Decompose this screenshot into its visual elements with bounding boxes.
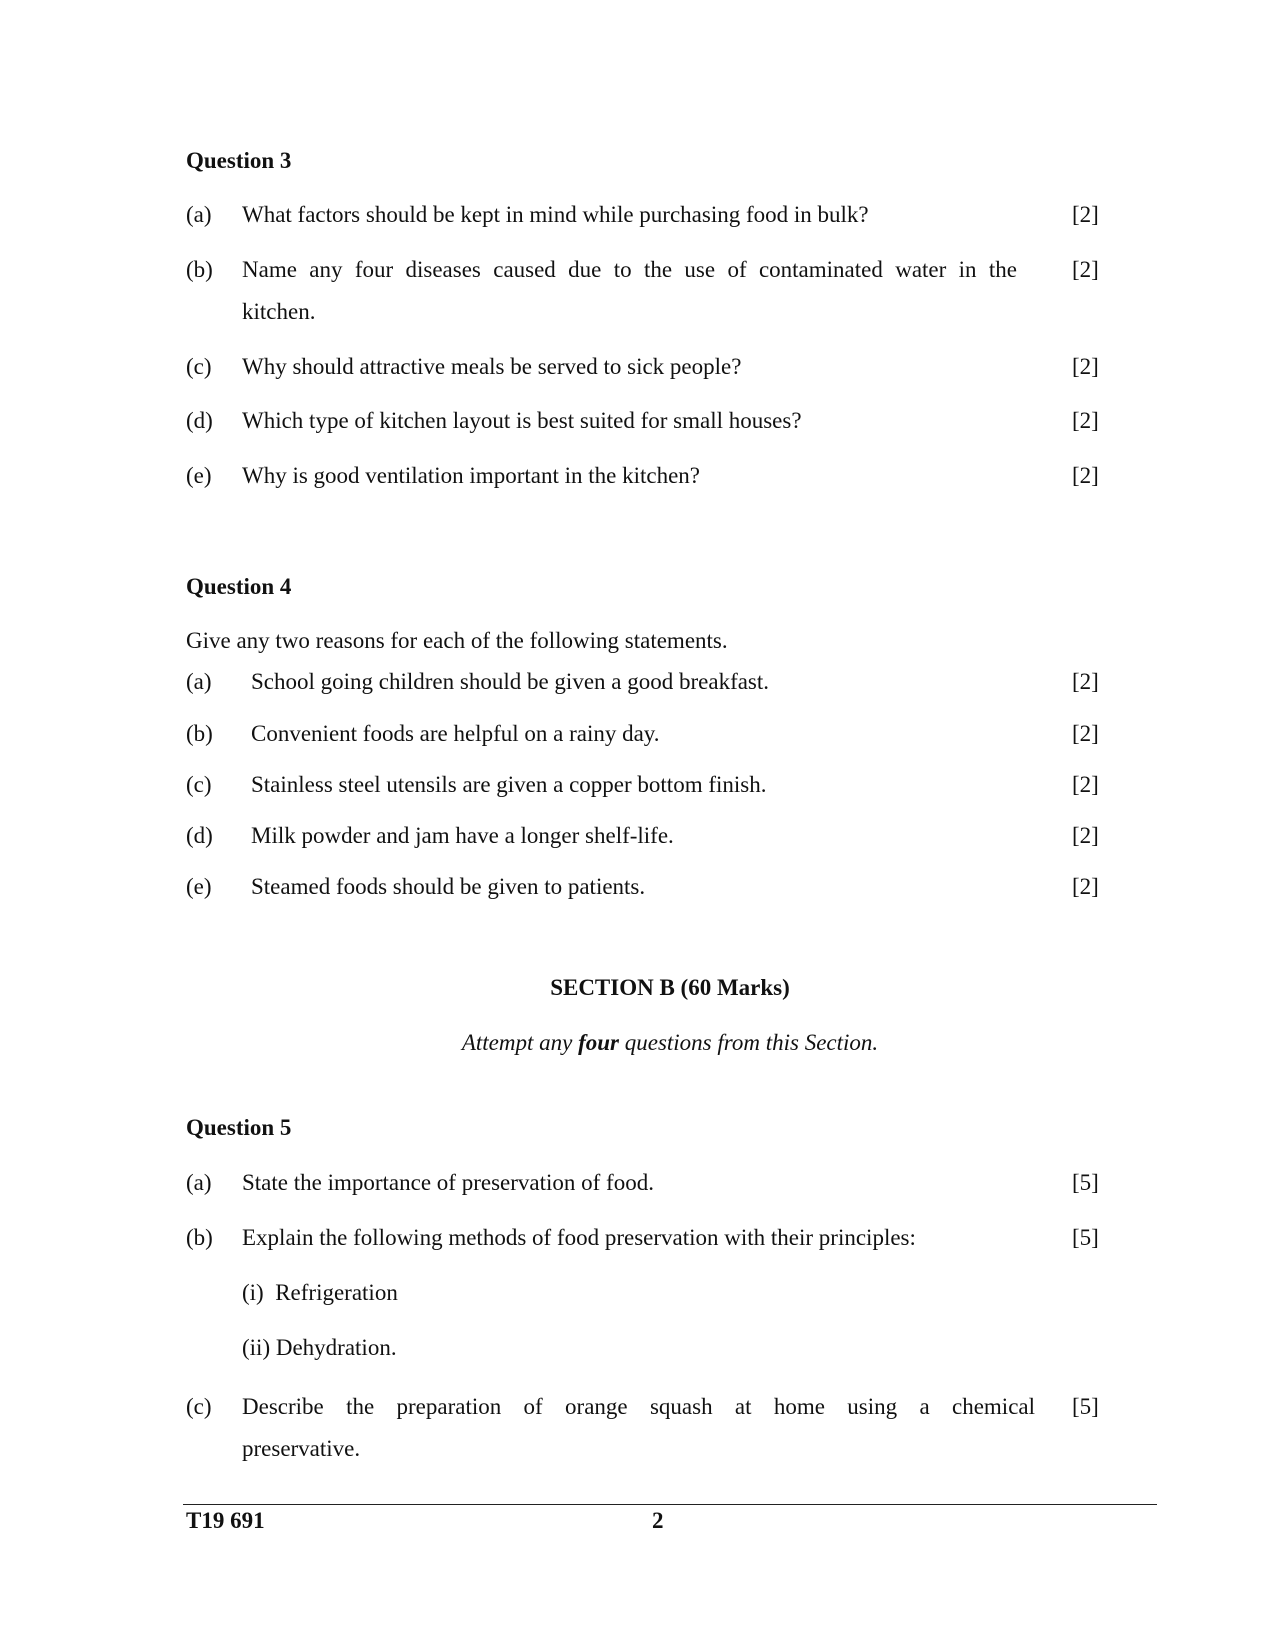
item-marks: [5] — [1072, 1225, 1099, 1250]
question-4-title: Question 4 — [186, 574, 292, 599]
item-marks: [2] — [1072, 354, 1099, 379]
item-label: (b) — [186, 721, 213, 746]
item-label: (c) — [186, 1394, 212, 1419]
item-text: Why should attractive meals be served to sick people? — [242, 354, 742, 379]
footer-rule — [183, 1504, 1157, 1505]
section-b-instruction — [0, 1030, 1275, 1056]
item-text: Convenient foods are helpful on a rainy day. — [251, 721, 660, 746]
item-label: (a) — [186, 669, 212, 694]
item-marks: [2] — [1072, 823, 1099, 848]
item-text: State the importance of preservation of food. — [242, 1170, 654, 1195]
item-label: (c) — [186, 354, 212, 379]
item-text-line2: kitchen. — [242, 299, 316, 324]
sub-item-refrigeration: (i) Refrigeration — [242, 1280, 398, 1305]
item-marks: [2] — [1072, 772, 1099, 797]
section-b-title: SECTION B (60 Marks) — [550, 975, 790, 1000]
item-label: (a) — [186, 1170, 212, 1195]
item-text-line1: Describe the preparation of orange squash at home using a chemical — [242, 1394, 1035, 1419]
item-label: (c) — [186, 772, 212, 797]
page-number: 2 — [652, 1508, 664, 1533]
question-4-intro: Give any two reasons for each of the following statements. — [186, 628, 728, 653]
item-label: (a) — [186, 202, 212, 227]
item-text: Steamed foods should be given to patients. — [251, 874, 646, 899]
item-label: (b) — [186, 1225, 213, 1250]
item-text-line1: Name any four diseases caused due to the use of contaminated water in the — [242, 257, 1017, 282]
footer-code: T19 691 — [186, 1508, 265, 1533]
item-marks: [2] — [1072, 463, 1099, 488]
item-label: (b) — [186, 257, 213, 282]
item-text: Explain the following methods of food preservation with their principles: — [242, 1225, 916, 1250]
item-text: What factors should be kept in mind while purchasing food in bulk? — [242, 202, 869, 227]
instruction-post: questions from this Section. — [618, 1030, 879, 1055]
item-marks: [2] — [1072, 408, 1099, 433]
item-text: Which type of kitchen layout is best suited for small houses? — [242, 408, 802, 433]
item-marks: [5] — [1072, 1394, 1099, 1419]
question-5-title: Question 5 — [186, 1115, 292, 1140]
item-text: Why is good ventilation important in the kitchen? — [242, 463, 700, 488]
item-marks: [5] — [1072, 1170, 1099, 1195]
item-text: Milk powder and jam have a longer shelf-life. — [251, 823, 674, 848]
item-label: (d) — [186, 408, 213, 433]
item-text-line2: preservative. — [242, 1436, 361, 1461]
item-marks: [2] — [1072, 721, 1099, 746]
item-marks: [2] — [1072, 874, 1099, 899]
item-text: Stainless steel utensils are given a copper bottom finish. — [251, 772, 767, 797]
sub-item-dehydration: (ii) Dehydration. — [242, 1335, 397, 1360]
item-label: (d) — [186, 823, 213, 848]
instruction-bold: four — [578, 1030, 619, 1055]
item-marks: [2] — [1072, 202, 1099, 227]
item-marks: [2] — [1072, 257, 1099, 282]
item-label: (e) — [186, 463, 212, 488]
item-text: School going children should be given a good breakfast. — [251, 669, 770, 694]
item-marks: [2] — [1072, 669, 1099, 694]
question-3-title: Question 3 — [186, 148, 292, 173]
item-label: (e) — [186, 874, 212, 899]
instruction-pre: Attempt any — [461, 1030, 579, 1055]
